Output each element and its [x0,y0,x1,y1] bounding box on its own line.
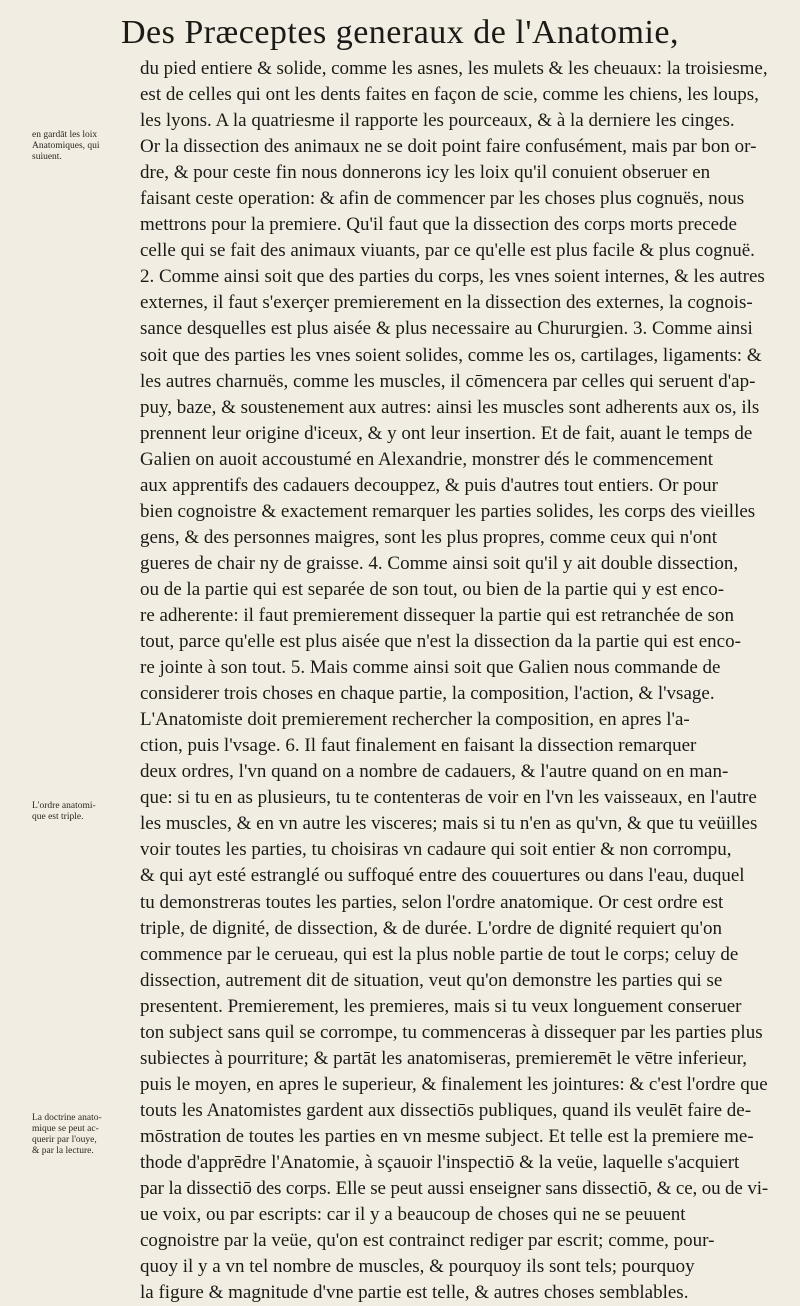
text-line: les lyons. A la quatriesme il rapporte les pourceaux, & à la derniere les cinges. [140,110,735,132]
text-line: est de celles qui ont les dents faites en façon de scie, comme les chiens, les loups, [140,84,759,106]
text-line: gueres de chair ny de graisse. 4. Comme ainsi soit qu'il y ait double dissection, [140,552,739,574]
page-title: Des Præceptes generaux de l'Anatomie, [120,14,680,51]
text-line: deux ordres, l'vn quand on a nombre de cadauers, & l'autre quand on en man- [140,761,729,783]
text-line: les muscles, & en vn autre les visceres; mais si tu n'en as qu'vn, & que tu veüilles [140,813,758,835]
text-line: les autres charnuës, comme les muscles, il cōmencera par celles qui seruent d'ap- [140,370,756,392]
text-line: L'Anatomiste doit premierement rechercher la composition, en apres l'a- [140,709,690,731]
text-line: commence par le cerueau, qui est la plus noble partie de tout le corps; celuy de [140,943,739,965]
text-line: thode d'apprēdre l'Anatomie, à sçauoir l'inspectiō & la veüe, laquelle s'acquiert [140,1151,740,1173]
text-line: Galien on auoit accoustumé en Alexandrie, monstrer dés le commencement [140,448,713,470]
text-line: que: si tu en as plusieurs, tu te contenteras de voir en l'vn les vaisseaux, en l'autre [140,787,757,809]
text-line: celle qui se fait des animaux viuants, par ce qu'elle est plus facile & plus cognuë. [140,240,755,262]
text-line: re jointe à son tout. 5. Mais comme ainsi soit que Galien nous commande de [140,657,721,679]
text-line: ction, puis l'vsage. 6. Il faut finalement en faisant la dissection remarquer [140,735,697,757]
text-line: triple, de dignité, de dissection, & de durée. L'ordre de dignité requiert qu'on [140,917,722,939]
text-line: prennent leur origine d'iceux, & y ont leur insertion. Et de fait, auant le temps de [140,422,753,444]
text-line: par la dissectiō des corps. Elle se peut aussi enseigner sans dissectiō, & ce, ou de vi- [140,1178,769,1200]
text-line: puis le moyen, en apres le superieur, & finalement les jointures: & c'est l'ordre que [140,1073,768,1095]
text-line: sance desquelles est plus aisée & plus necessaire au Chururgien. 3. Comme ainsi [140,318,753,340]
text-line: dre, & pour ceste fin nous donnerons icy les loix qu'il conuient obseruer en [140,162,711,184]
text-line: bien cognoistre & exactement remarquer les parties solides, les corps des vieilles [140,500,756,522]
text-line: touts les Anatomistes gardent aux dissectiōs publiques, quand ils veulēt faire de- [140,1099,752,1121]
text-line: ou de la partie qui est separée de son tout, ou bien de la partie qui y est enco- [140,578,725,600]
text-line: la figure & magnitude d'vne partie est telle, & autres choses semblables. [140,1282,689,1304]
text-line: faisant ceste operation: & afin de commencer par les choses plus cognuës, nous [140,188,745,210]
text-line: considerer trois choses en chaque partie, la composition, l'action, & l'vsage. [140,683,715,705]
text-line: subiectes à pourriture; & partāt les anatomiseras, premieremēt le vētre inferieur, [140,1047,747,1069]
text-line: voir toutes les parties, tu choisiras vn cadaure qui soit entier & non corrompu, [140,839,732,861]
text-line: gens, & des personnes maigres, sont les plus propres, comme ceux qui n'ont [140,526,718,548]
text-line: tu demonstreras toutes les parties, selon l'ordre anatomique. Or cest ordre est [140,891,724,913]
text-line: presentent. Premierement, les premieres, mais si tu veux longuement conseruer [140,995,742,1017]
text-line: tout, parce qu'elle est plus aisée que n'est la dissection da la partie qui est enco- [140,631,741,653]
text-line: aux apprentifs des cadauers decouppez, & puis d'autres tout entiers. Or pour [140,474,718,496]
text-line: dissection, autrement dit de situation, veut qu'on demonstre les parties qui se [140,969,723,991]
body-text [140,56,768,1306]
text-line: soit que des parties les vnes soient solides, comme les os, cartilages, ligaments: & [140,344,762,366]
text-line: quoy il y a vn tel nombre de muscles, & pourquoy ils sont tels; pourquoy [140,1256,695,1278]
text-line: mōstration de toutes les parties en vn mesme subject. Et telle est la premiere me- [140,1125,754,1147]
text-line: ton subject sans quil se corrompe, tu commenceras à dissequer par les parties plus [140,1021,763,1043]
text-line: re adherente: il faut premierement dissequer la partie qui est retranchée de son [140,604,735,626]
text-line: mettrons pour la premiere. Qu'il faut que la dissection des corps morts precede [140,214,737,236]
text-line: du pied entiere & solide, comme les asnes, les mulets & les cheuaux: la troisiesme, [140,58,768,79]
text-line: ue voix, ou par escripts: car il y a beaucoup de choses qui ne se peuuent [140,1204,686,1226]
margin-note: La doctrine anato- mique se peut ac- querir par l'ouye, & par la lecture. [32,1113,102,1156]
text-line: externes, il faut s'exerçer premierement en la dissection des externes, la cognois- [140,292,753,314]
text-line: cognoistre par la veüe, qu'on est contrainct rediger par escrit; comme, pour- [140,1230,715,1252]
margin-note: en gardāt les loix Anatomiques, qui suiuent. [32,130,100,162]
text-line: 2. Comme ainsi soit que des parties du corps, les vnes soient internes, & les autres [140,266,765,288]
text-line: & qui ayt esté estranglé ou suffoqué entre des couuertures ou dans l'eau, duquel [140,865,745,887]
text-line: Or la dissection des animaux ne se doit point faire confusément, mais par bon or- [140,136,757,158]
text-line: puy, baze, & soustenement aux autres: ainsi les muscles sont adherents aux os, ils [140,396,760,418]
margin-note: L'ordre anatomi- que est triple. [32,801,96,822]
